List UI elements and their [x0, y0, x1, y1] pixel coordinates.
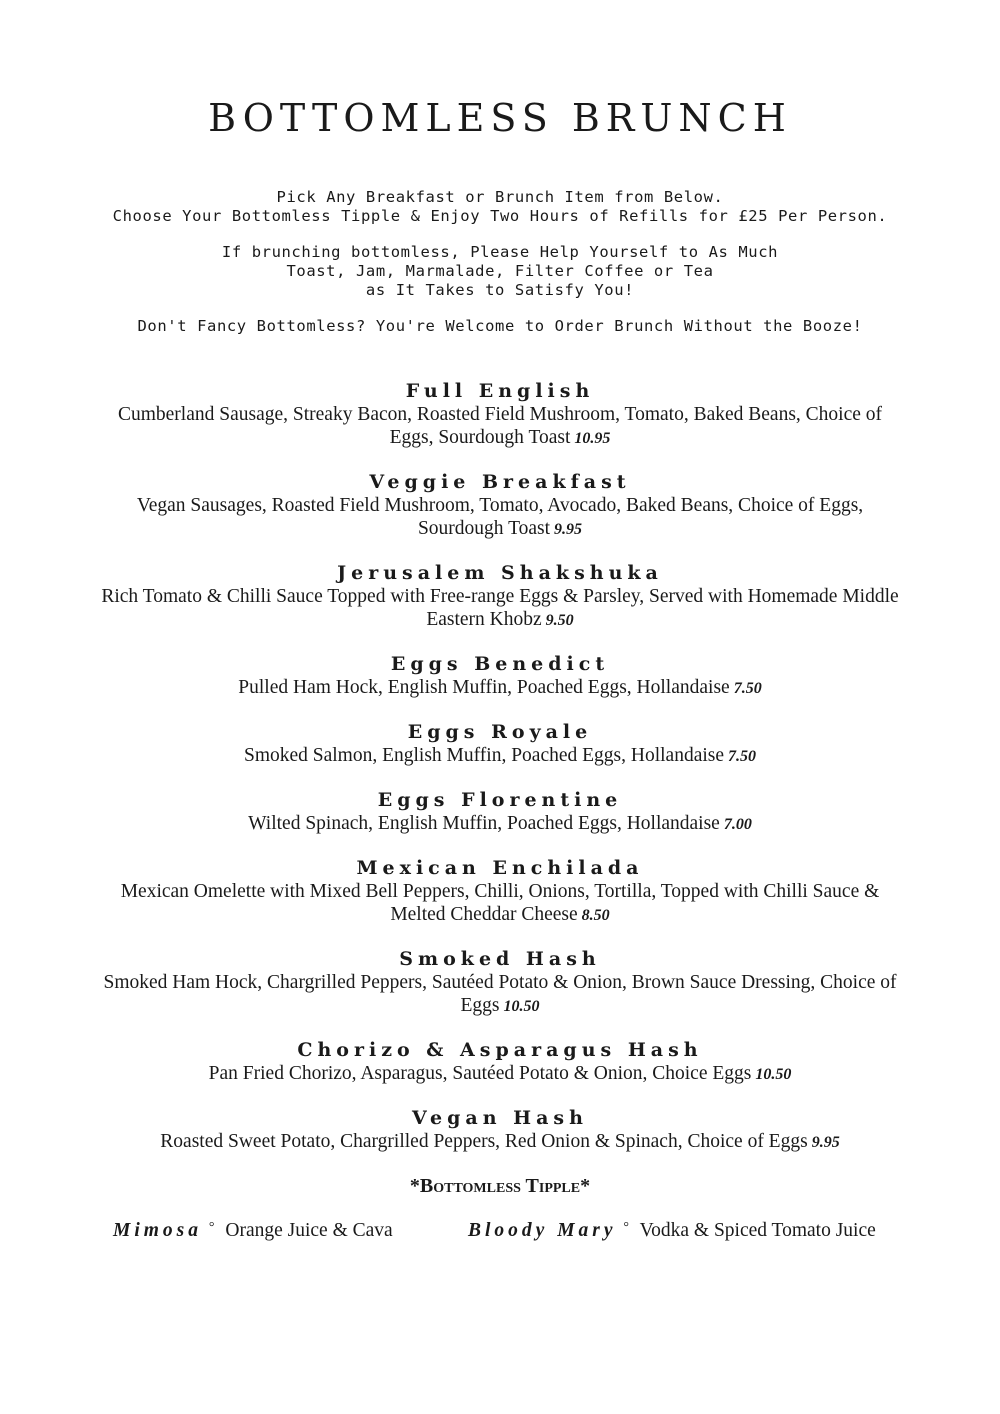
menu-item-description: [100, 1130, 900, 1154]
intro-paragraph-no-booze: [0, 317, 1000, 336]
menu-item-description: [100, 1062, 900, 1086]
menu-item-desc-text: Wilted Spinach, English Muffin, Poached Eggs, Hollandaise: [248, 813, 720, 834]
menu-item-description: [100, 676, 900, 700]
menu-item-price: 7.50: [733, 680, 762, 697]
menu-item-name: Eggs Florentine: [377, 789, 623, 811]
intro-line: Choose Your Bottomless Tipple & Enjoy Two Hours of Refills for £25 Per Person.: [112, 207, 888, 225]
menu-item-desc-text: Pan Fried Chorizo, Asparagus, Sautéed Potato & Onion, Choice Eggs: [208, 1063, 752, 1084]
menu-item-name: Eggs Royale: [407, 721, 593, 743]
menu-item-desc-text: Cumberland Sausage, Streaky Bacon, Roasted Field Mushroom, Tomato, Baked Beans, Choice of Eggs, Sourdough Toast: [117, 404, 883, 448]
tipple-drink-mimosa: [113, 1220, 393, 1242]
menu-item-price: 9.50: [545, 612, 574, 629]
menu-item-description: [100, 880, 900, 927]
tipple-heading: *Bottomless Tipple*: [409, 1175, 591, 1197]
menu-item-name: Mexican Enchilada: [356, 857, 644, 879]
menu-item-description: [100, 971, 900, 1018]
menu-item: [0, 1106, 1000, 1154]
menu-item-description: [100, 744, 900, 768]
menu-item: [0, 720, 1000, 768]
menu-item-name: Chorizo & Asparagus Hash: [297, 1039, 703, 1061]
degree-separator: °: [208, 1220, 215, 1235]
menu-item-desc-text: Rich Tomato & Chilli Sauce Topped with Free-range Eggs & Parsley, Served with Homemade Middle Eastern Khobz: [101, 586, 899, 630]
intro-line: If brunching bottomless, Please Help Yourself to As Much: [221, 243, 779, 261]
menu-item-desc-text: Mexican Omelette with Mixed Bell Peppers, Chilli, Onions, Tortilla, Topped with Chilli Sauce & Melted Cheddar Cheese: [120, 881, 880, 925]
menu-item-name: Eggs Benedict: [390, 653, 610, 675]
menu-item-price: 7.00: [723, 816, 752, 833]
intro-paragraph-extras: [0, 243, 1000, 300]
menu-item-price: 8.50: [581, 907, 610, 924]
menu-item-price: 10.50: [755, 1066, 792, 1083]
intro-line: Toast, Jam, Marmalade, Filter Coffee or Tea: [286, 262, 714, 280]
menu-item: [0, 856, 1000, 927]
menu-item: [0, 470, 1000, 541]
tipple-drink-bloody-mary: [468, 1220, 876, 1242]
menu-item-price: 10.95: [574, 430, 611, 447]
menu-item-desc-text: Vegan Sausages, Roasted Field Mushroom, Tomato, Avocado, Baked Beans, Choice of Eggs, Sourdough Toast: [136, 495, 864, 539]
drink-description: Vodka & Spiced Tomato Juice: [639, 1220, 876, 1241]
menu-item: [0, 947, 1000, 1018]
menu-item-name: Veggie Breakfast: [369, 471, 631, 493]
drink-name: Mimosa: [113, 1220, 203, 1241]
menu-item-description: [100, 585, 900, 632]
menu-item: [0, 561, 1000, 632]
menu-item: [0, 652, 1000, 700]
menu-item: [0, 379, 1000, 450]
menu-item: [0, 788, 1000, 836]
menu-item-price: 9.95: [554, 521, 583, 538]
intro-line: Don't Fancy Bottomless? You're Welcome to Order Brunch Without the Booze!: [137, 317, 863, 335]
degree-separator: °: [623, 1220, 630, 1235]
menu-item-name: Vegan Hash: [412, 1107, 588, 1129]
menu-items-list: [0, 379, 1000, 1174]
menu-item-description: [100, 812, 900, 836]
menu-item: [0, 1038, 1000, 1086]
menu-item-desc-text: Smoked Salmon, English Muffin, Poached Eggs, Hollandaise: [243, 745, 725, 766]
menu-item-price: 7.50: [728, 748, 757, 765]
intro-line: Pick Any Breakfast or Brunch Item from Below.: [276, 188, 724, 206]
menu-item-name: Full English: [405, 380, 595, 402]
intro-paragraph-pricing: [0, 188, 1000, 226]
menu-item-name: Smoked Hash: [399, 948, 601, 970]
menu-item-description: [100, 403, 900, 450]
menu-item-desc-text: Pulled Ham Hock, English Muffin, Poached Eggs, Hollandaise: [238, 677, 730, 698]
menu-title: BOTTOMLESS BRUNCH: [208, 96, 792, 140]
menu-item-desc-text: Smoked Ham Hock, Chargrilled Peppers, Sautéed Potato & Onion, Brown Sauce Dressing, Choice of Eggs: [103, 972, 897, 1016]
menu-item-desc-text: Roasted Sweet Potato, Chargrilled Peppers, Red Onion & Spinach, Choice of Eggs: [160, 1131, 808, 1152]
drink-name: Bloody Mary: [468, 1220, 617, 1241]
menu-item-name: Jerusalem Shakshuka: [337, 562, 663, 584]
menu-item-price: 10.50: [503, 998, 540, 1015]
intro-text: [0, 188, 1000, 353]
intro-line: as It Takes to Satisfy You!: [365, 281, 635, 299]
menu-item-price: 9.95: [811, 1134, 840, 1151]
menu-item-description: [100, 494, 900, 541]
drink-description: Orange Juice & Cava: [225, 1220, 393, 1241]
